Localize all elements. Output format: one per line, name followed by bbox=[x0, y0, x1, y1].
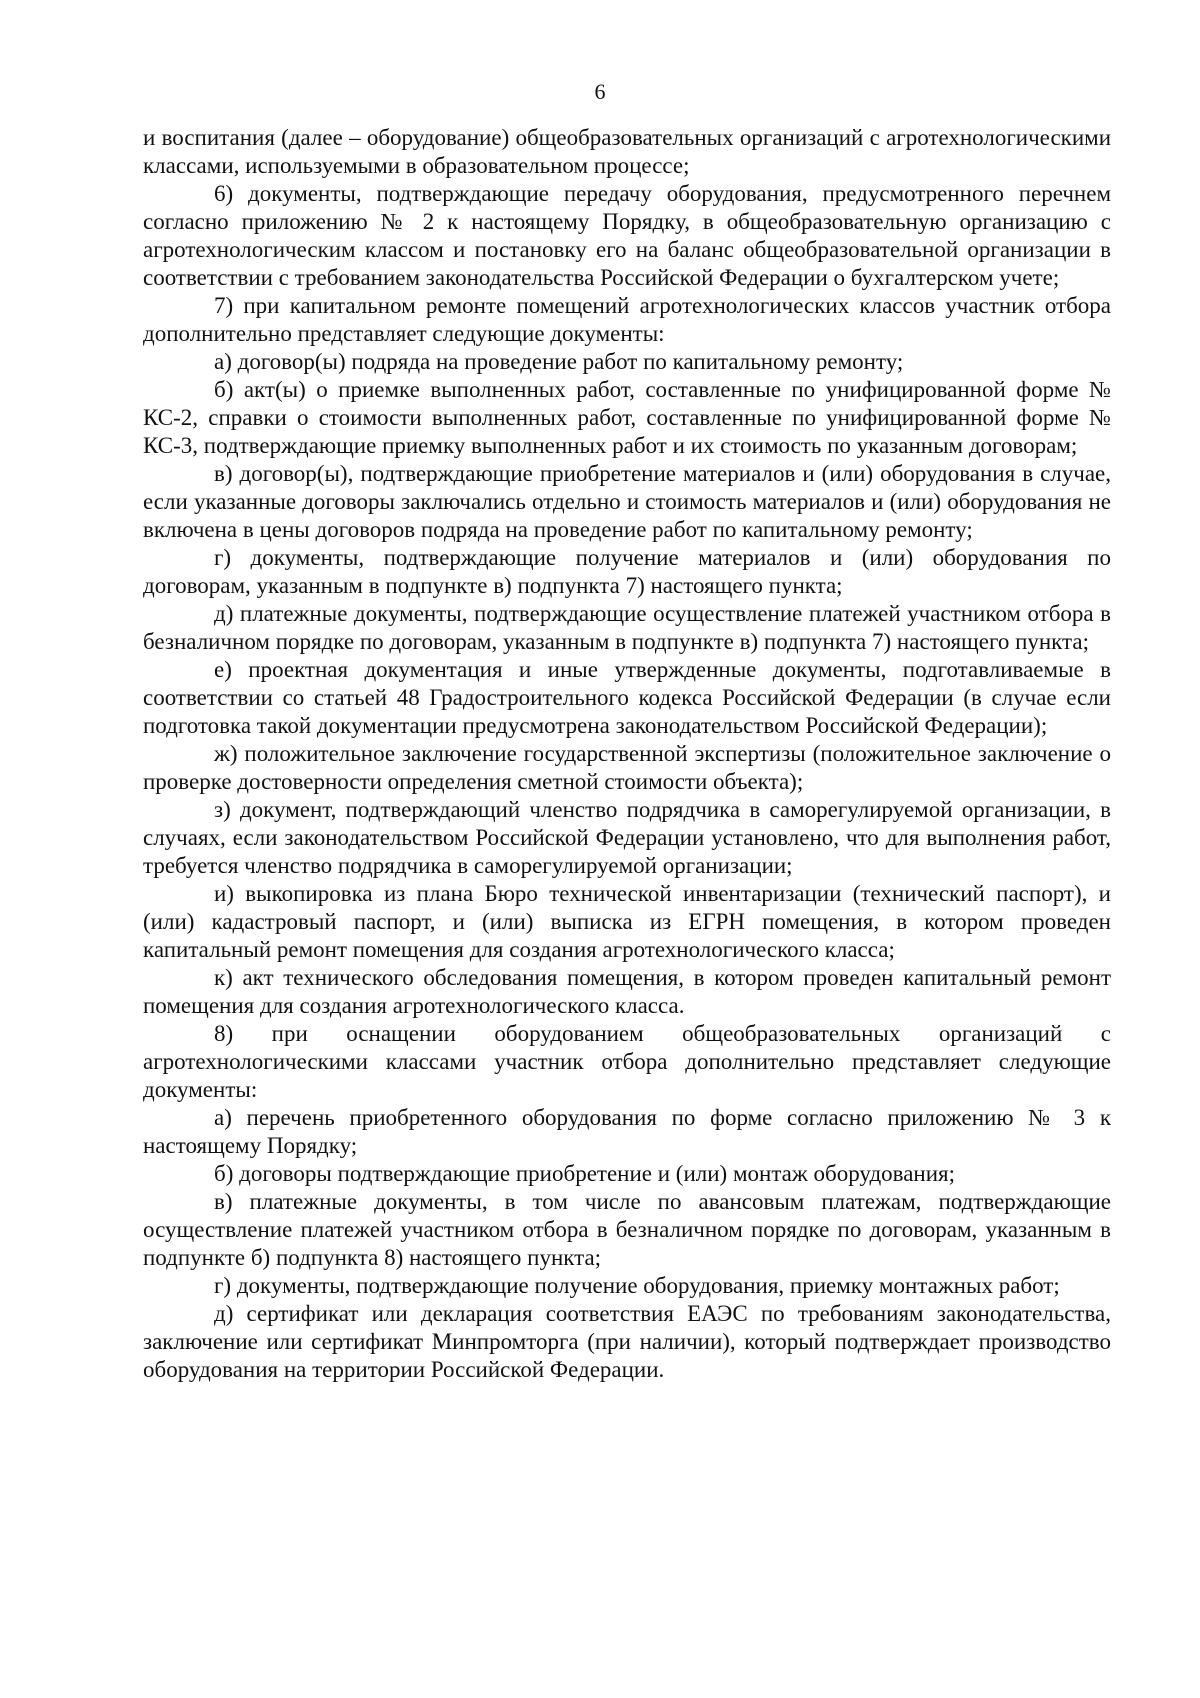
paragraph-item-8b: б) договоры подтверждающие приобретение и (или) монтаж оборудования; bbox=[214, 1161, 956, 1186]
paragraph-item-7k: к) акт технического обследования помещения, в котором проведен капитальный ремонт помещения для создания агротехнологического класса. bbox=[143, 965, 1111, 1018]
paragraph-item-7a: а) договор(ы) подряда на проведение работ по капитальному ремонту; bbox=[214, 349, 904, 374]
document-body bbox=[143, 124, 1111, 1384]
paragraph-item-7i: и) выкопировка из плана Бюро технической инвентаризации (технический паспорт), и (или) кадастровый паспорт, и (или) выписка из ЕГРН помещения, в котором проведен капитальный ремонт помещения для создания агротехнологического класса; bbox=[143, 881, 1111, 962]
page-number: 6 bbox=[594, 79, 606, 104]
paragraph-item-7e: е) проектная документация и иные утвержденные документы, подготавливаемые в соответствии со статьей 48 Градостроительного кодекса Российской Федерации (в случае если подготовка такой документации предусмотрена законодательством Российской Федерации); bbox=[143, 657, 1111, 738]
paragraph-item-7d: д) платежные документы, подтверждающие осуществление платежей участником отбора в безналичном порядке по договорам, указанным в подпункте в) подпункта 7) настоящего пункта; bbox=[143, 601, 1111, 654]
paragraph-item-7zh: ж) положительное заключение государственной экспертизы (положительное заключение о проверке достоверности определения сметной стоимости объекта); bbox=[143, 741, 1111, 794]
paragraph-item-7: 7) при капитальном ремонте помещений агротехнологических классов участник отбора дополнительно представляет следующие документы: bbox=[143, 293, 1111, 346]
paragraph-item-7z: з) документ, подтверждающий членство подрядчика в саморегулируемой организации, в случаях, если законодательством Российской Федерации установлено, что для выполнения работ, требуется членство подрядчика в саморегулируемой организации; bbox=[143, 797, 1111, 878]
paragraph-item-8g: г) документы, подтверждающие получение оборудования, приемку монтажных работ; bbox=[214, 1273, 1060, 1298]
paragraph-item-8: 8) при оснащении оборудованием общеобразовательных организаций с агротехнологическими классами участник отбора дополнительно представляет следующие документы: bbox=[143, 1021, 1111, 1102]
paragraph-item-8v: в) платежные документы, в том числе по авансовым платежам, подтверждающие осуществление платежей участником отбора в безналичном порядке по договорам, указанным в подпункте б) подпункта 8) настоящего пункта; bbox=[143, 1189, 1111, 1270]
paragraph-item-6: 6) документы, подтверждающие передачу оборудования, предусмотренного перечнем согласно приложению № 2 к настоящему Порядку, в общеобразовательную организацию с агротехнологическим классом и постановку его на баланс общеобразовательной организации в соответствии с требованием законодательства Российской Федерации о бухгалтерском учете; bbox=[143, 181, 1111, 290]
paragraph-continuation: и воспитания (далее – оборудование) общеобразовательных организаций с агротехнологическими классами, используемыми в образовательном процессе; bbox=[143, 125, 1111, 178]
paragraph-item-8a: а) перечень приобретенного оборудования по форме согласно приложению № 3 к настоящему Порядку; bbox=[143, 1105, 1111, 1158]
paragraph-item-7b: б) акт(ы) о приемке выполненных работ, составленные по унифицированной форме № КС-2, справки о стоимости выполненных работ, составленные по унифицированной форме № КС-3, подтверждающие приемку выполненных работ и их стоимость по указанным договорам; bbox=[143, 377, 1111, 458]
paragraph-item-8d: д) сертификат или декларация соответствия ЕАЭС по требованиям законодательства, заключение или сертификат Минпромторга (при наличии), который подтверждает производство оборудования на территории Российской Федерации. bbox=[143, 1301, 1111, 1382]
paragraph-item-7g: г) документы, подтверждающие получение материалов и (или) оборудования по договорам, указанным в подпункте в) подпункта 7) настоящего пункта; bbox=[143, 545, 1111, 598]
paragraph-item-7v: в) договор(ы), подтверждающие приобретение материалов и (или) оборудования в случае, если указанные договоры заключались отдельно и стоимость материалов и (или) оборудования не включена в цены договоров подряда на проведение работ по капитальному ремонту; bbox=[143, 461, 1111, 542]
